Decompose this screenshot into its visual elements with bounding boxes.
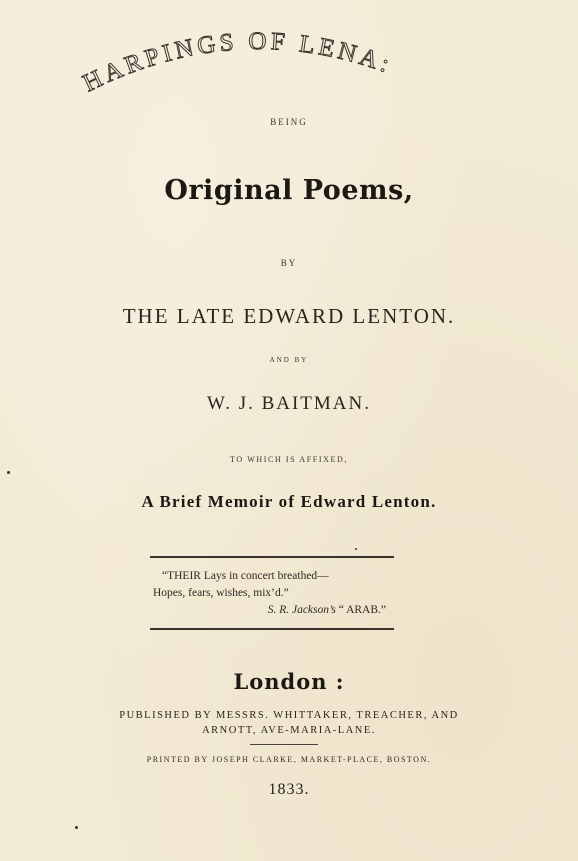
arched-title-text: HARPINGS OF LENA: [78, 28, 397, 98]
publisher-line-2: ARNOTT, AVE-MARIA-LANE. [202, 725, 376, 736]
affixed-label: TO WHICH IS AFFIXED, [230, 455, 348, 464]
place-of-publication: London : [233, 669, 345, 694]
publication-year: 1833. [268, 781, 310, 798]
quote-top-rule [150, 556, 394, 558]
memoir-title: A Brief Memoir of Edward Lenton. [141, 492, 437, 511]
epigraph-attribution-work: “ ARAB.” [335, 604, 386, 616]
epigraph-attribution-name: S. R. Jackson’s [267, 604, 336, 616]
by-label: BY [280, 258, 298, 268]
epigraph-line-2: Hopes, fears, wishes, mix’d.” [153, 587, 289, 599]
paper-speck [355, 548, 357, 550]
epigraph-attribution [150, 602, 394, 619]
paper-speck [75, 826, 78, 829]
epigraph [150, 568, 394, 619]
publisher-divider [250, 744, 318, 745]
svg-text:HARPINGS OF LENA: [79, 28, 396, 97]
paper-speck [7, 471, 10, 474]
and-by-label: AND BY [269, 356, 309, 364]
arched-title [0, 0, 578, 120]
secondary-author: W. J. BAITMAN. [207, 393, 371, 414]
printer-line: PRINTED BY JOSEPH CLARKE, MARKET-PLACE, BOSTON. [146, 755, 432, 764]
being-label: BEING [270, 117, 308, 127]
primary-author: THE LATE EDWARD LENTON. [122, 304, 456, 328]
publisher-line-1: PUBLISHED BY MESSRS. WHITTAKER, TREACHER, AND [119, 710, 459, 721]
epigraph-line-1: “THEIR Lays in concert breathed— [162, 570, 329, 582]
main-title: Original Poems, [164, 175, 414, 206]
quote-bottom-rule [150, 628, 394, 630]
